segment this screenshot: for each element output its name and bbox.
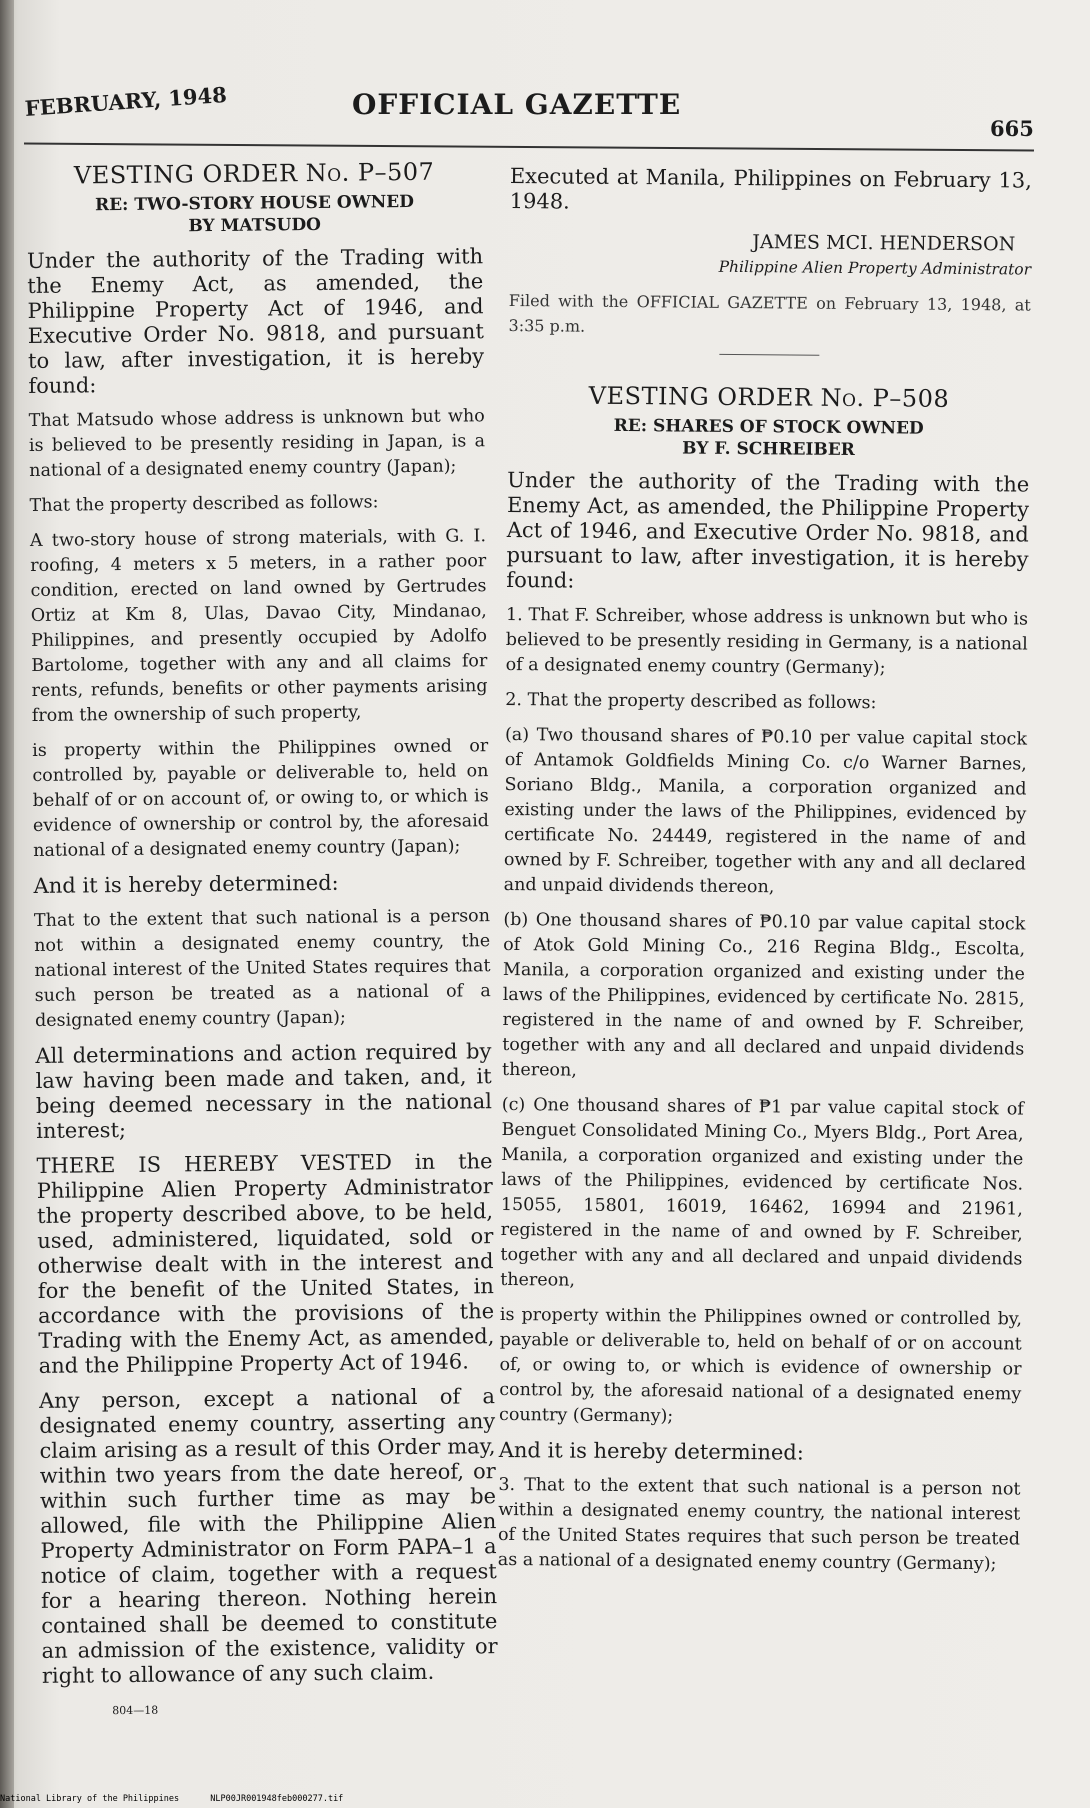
- execution-statement: Executed at Manila, Philippines on February 13, 1948.: [509, 164, 1032, 214]
- section-separator: [719, 354, 819, 356]
- order-title-p508: VESTING ORDER No. P–508: [588, 381, 950, 413]
- paragraph-item-c: (c) One thousand shares of ₱1 par value capital stock of Benguet Consolidated Mining Co., Myers Bldg., Port Area, Manila, a corporation organized and existing under the laws of the Philippines, evidenced by certificate Nos. 15055, 15801, 16019, 16462, 16994 and 21961, registered in the name of and owned by F. Schreiber, together with any and all declared and unpaid dividends thereon,: [500, 1094, 1024, 1291]
- paragraph-item-a: (a) Two thousand shares of ₱0.10 per value capital stock of Antamok Goldfields Mining Co. c/o Warner Barnes, Soriano Bldg., Manila, a corporation organized and existing under the laws of the Philippines, evidenced by certificate No. 24449, registered in the name of and owned by F. Schreiber, together with any and all declared and unpaid dividends thereon,: [503, 724, 1028, 898]
- order-subject-p507: [26, 190, 482, 239]
- paragraph-intro: Under the authority of the Trading with the Enemy Act, as amended, the Philippine Property Act of 1946, and Executive Order No. 9818, and pursuant to law, after investigation, it is hereby found:: [26, 244, 485, 398]
- paragraph: That to the extent that such national is a person not within a designated enemy country, the national interest of the United States requires that such person be treated as a national of a designated enemy country (Japan);: [33, 906, 491, 1031]
- paragraph-vesting: THERE IS HEREBY VESTED in the Philippine Alien Property Administrator the property described above, to be held, used, administered, liquidated, sold or otherwise dealt with in the interest and for the benefit of the United States, in accordance with the provisions of the Trading with the Enemy Act, as amended, and the Philippine Property Act of 1946.: [36, 1149, 495, 1378]
- paragraph: is property within the Philippines owned or controlled by, payable or deliverable to, held on behalf of or on account of, or owing to, or which is evidence of ownership or control by, the aforesaid national of a designated enemy country (Japan);: [32, 736, 490, 861]
- paragraph-claims: Any person, except a national of a designated enemy country, asserting any claim arising as a result of this Order may, within two years from the date hereof, or within such further time as may be allowed, file with the Philippine Alien Property Administrator on Form PAPA–1 a notice of claim, together with a request for a hearing thereon. Nothing herein contained shall be deemed to constitute an admission of the existence, validity or right to allowance of any such claim.: [38, 1384, 498, 1688]
- order-title-p507: VESTING ORDER No. P–507: [73, 157, 435, 190]
- paragraph-item-b: (b) One thousand shares of ₱0.10 par value capital stock of Atok Gold Mining Co., 216 Regina Bldg., Escolta, Manila, a corporation organized and existing under the laws of the Philippines, evidenced by certificate No. 2815, registered in the name of and owned by F. Schreiber, together with any and all declared and unpaid dividends thereon,: [502, 909, 1026, 1081]
- page-binding-edge: [0, 0, 14, 1808]
- order-subject-p508: [507, 414, 1029, 463]
- re-line-2: BY MATSUDO: [188, 214, 322, 237]
- footer-library: National Library of the Philippines: [0, 1794, 180, 1804]
- signer-name: JAMES MCI. HENDERSON: [752, 231, 1016, 256]
- header-title: OFFICIAL GAZETTE: [352, 88, 682, 121]
- header-rule: [24, 142, 1034, 151]
- re-line-1: RE: TWO-STORY HOUSE OWNED: [94, 191, 415, 216]
- paragraph: That Matsudo whose address is unknown but who is believed to be presently residing in Japan, is a national of a designated enemy country (Japan);: [28, 406, 486, 481]
- paragraph: 1. That F. Schreiber, whose address is unknown but who is believed to be presently residing in Germany, is a national of a designated enemy country (Germany);: [505, 604, 1029, 679]
- paragraph: A two-story house of strong materials, with G. I. roofing, 4 meters x 5 meters, in a rather poor condition, erected on land owned by Gertrudes Ortiz at Km 8, Ulas, Davao City, Mindanao, Philippines, and presently occupied by Adolfo Bartolome, together with any and all claims for rents, refunds, benefits or other payments arising from the ownership of such property,: [29, 526, 488, 726]
- re-line-2: BY F. SCHREIBER: [682, 438, 855, 461]
- right-column: [498, 164, 1032, 1588]
- paragraph: 3. That to the extent that such national is a person not within a designated enemy country, the national interest of the United States requires that such person be treated as a national of a designated enemy country (Germany);: [497, 1474, 1021, 1575]
- left-column: [26, 155, 498, 1724]
- header-date: FEBRUARY, 1948: [24, 81, 228, 121]
- paragraph-determined: And it is hereby determined:: [498, 1437, 804, 1465]
- print-code: 804—18: [112, 1703, 159, 1718]
- paragraph-intro: Under the authority of the Trading with the Enemy Act, as amended, the Philippine Property Act of 1946, and Executive Order No. 9818, and pursuant to law, after investigation, it is hereby found:: [506, 467, 1030, 593]
- re-line-1: RE: SHARES OF STOCK OWNED: [613, 415, 924, 439]
- footer-filename: NLP00JR001948feb000277.tif: [210, 1794, 344, 1804]
- paragraph-determined: And it is hereby determined:: [33, 870, 339, 898]
- paragraph: That the property described as follows:: [29, 492, 379, 516]
- paragraph: 2. That the property described as follows:: [505, 689, 877, 714]
- paragraph: is property within the Philippines owned or controlled by, payable or deliverable to, held on behalf of or on account of, or owing to, or which is evidence of ownership or control by, the aforesaid national of a designated enemy country (Germany);: [498, 1304, 1023, 1427]
- scan-footer: [0, 1794, 369, 1804]
- filing-note: Filed with the OFFICIAL GAZETTE on February 13, 1948, at 3:35 p.m.: [508, 290, 1031, 336]
- paragraph: All determinations and action required by law having been made and taken, and, it being deemed necessary in the national interest;: [35, 1039, 493, 1143]
- signer-title: Philippine Alien Property Administrator: [718, 257, 1032, 279]
- page-number: 665: [990, 116, 1034, 141]
